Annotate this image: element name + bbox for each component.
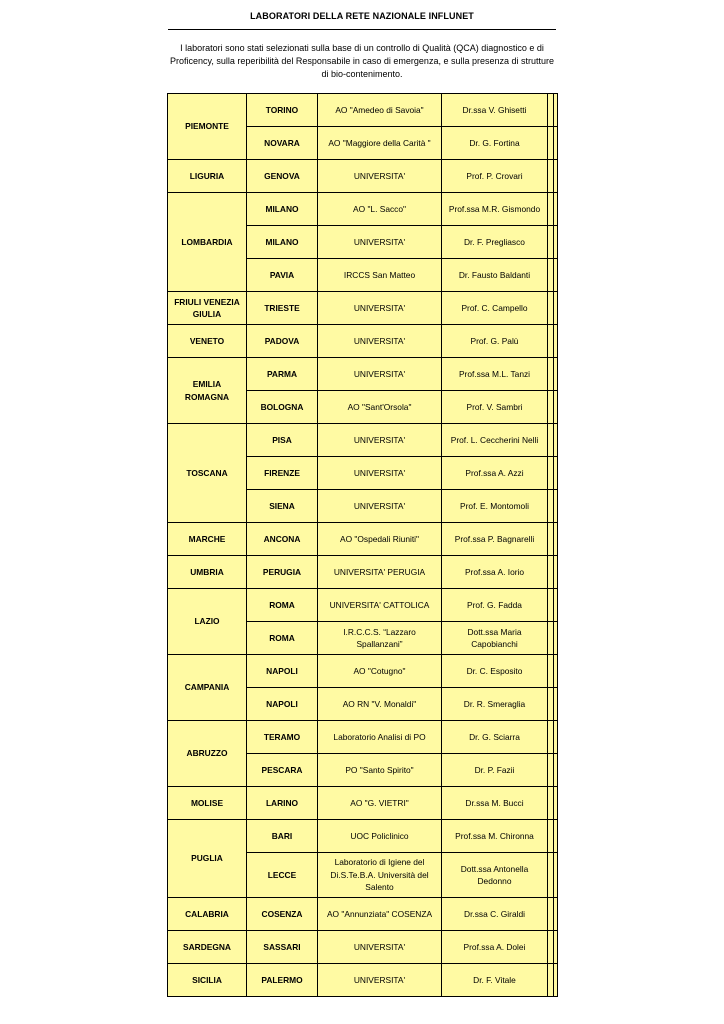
city-cell: ROMA — [247, 589, 318, 622]
empty-column-cell — [548, 292, 558, 325]
table-row — [168, 820, 558, 853]
institution-cell: UNIVERSITA' — [318, 457, 442, 490]
empty-column-cell — [548, 556, 558, 589]
inner-border — [553, 589, 558, 621]
head-cell: Dott.ssa Antonella Dedonno — [442, 853, 548, 898]
institution-cell: UNIVERSITA' — [318, 490, 442, 523]
head-cell: Dr.ssa M. Bucci — [442, 787, 548, 820]
region-cell: CALABRIA — [168, 898, 247, 931]
institution-cell: I.R.C.C.S. “Lazzaro Spallanzani” — [318, 622, 442, 655]
empty-column-cell — [548, 457, 558, 490]
institution-cell: Laboratorio di Igiene del Di.S.Te.B.A. Università del Salento — [318, 853, 442, 898]
inner-border — [553, 655, 558, 687]
institution-cell: AO "G. VIETRI" — [318, 787, 442, 820]
empty-column-cell — [548, 226, 558, 259]
empty-column-cell — [548, 94, 558, 127]
empty-column-cell — [548, 127, 558, 160]
institution-cell: IRCCS San Matteo — [318, 259, 442, 292]
inner-border — [553, 820, 558, 852]
institution-cell: AO "Sant'Orsola" — [318, 391, 442, 424]
city-cell: SIENA — [247, 490, 318, 523]
inner-border — [553, 160, 558, 192]
region-cell: UMBRIA — [168, 556, 247, 589]
institution-cell: UNIVERSITA' — [318, 931, 442, 964]
inner-border — [553, 931, 558, 963]
laboratories-table — [167, 93, 558, 997]
city-cell: BARI — [247, 820, 318, 853]
head-cell: Dr. G. Fortina — [442, 127, 548, 160]
institution-cell: UNIVERSITA' — [318, 226, 442, 259]
head-cell: Dott.ssa Maria Capobianchi — [442, 622, 548, 655]
head-cell: Prof. E. Montomoli — [442, 490, 548, 523]
head-cell: Prof. C. Campello — [442, 292, 548, 325]
city-cell: ROMA — [247, 622, 318, 655]
city-cell: BOLOGNA — [247, 391, 318, 424]
empty-column-cell — [548, 853, 558, 898]
empty-column-cell — [548, 160, 558, 193]
region-cell: FRIULI VENEZIA GIULIA — [168, 292, 247, 325]
institution-cell: AO "L. Sacco" — [318, 193, 442, 226]
city-cell: SASSARI — [247, 931, 318, 964]
empty-column-cell — [548, 931, 558, 964]
head-cell: Dr. R. Smeraglia — [442, 688, 548, 721]
inner-border — [553, 457, 558, 489]
table-row — [168, 523, 558, 556]
inner-border — [553, 754, 558, 786]
head-cell: Prof.ssa A. Azzi — [442, 457, 548, 490]
table-row — [168, 292, 558, 325]
region-cell: SICILIA — [168, 964, 247, 997]
empty-column-cell — [548, 820, 558, 853]
city-cell: PAVIA — [247, 259, 318, 292]
inner-border — [553, 853, 558, 897]
inner-border — [553, 127, 558, 159]
region-cell: SARDEGNA — [168, 931, 247, 964]
head-cell: Dr. G. Sciarra — [442, 721, 548, 754]
city-cell: PALERMO — [247, 964, 318, 997]
region-cell: LIGURIA — [168, 160, 247, 193]
inner-border — [553, 391, 558, 423]
institution-cell: UNIVERSITA' — [318, 160, 442, 193]
institution-cell: UNIVERSITA' PERUGIA — [318, 556, 442, 589]
empty-column-cell — [548, 754, 558, 787]
region-cell: ABRUZZO — [168, 721, 247, 787]
head-cell: Dr.ssa V. Ghisetti — [442, 94, 548, 127]
institution-cell: AO "Cotugno" — [318, 655, 442, 688]
table-row — [168, 358, 558, 391]
table-row — [168, 325, 558, 358]
institution-cell: AO "Amedeo di Savoia" — [318, 94, 442, 127]
empty-column-cell — [548, 259, 558, 292]
empty-column-cell — [548, 523, 558, 556]
table-row — [168, 160, 558, 193]
head-cell: Dr. F. Vitale — [442, 964, 548, 997]
inner-border — [553, 523, 558, 555]
city-cell: TORINO — [247, 94, 318, 127]
table-row — [168, 424, 558, 457]
table-row — [168, 964, 558, 997]
table-row — [168, 193, 558, 226]
institution-cell: UNIVERSITA' — [318, 964, 442, 997]
city-cell: LARINO — [247, 787, 318, 820]
region-cell: VENETO — [168, 325, 247, 358]
head-cell: Dr. C. Esposito — [442, 655, 548, 688]
city-cell: NAPOLI — [247, 655, 318, 688]
inner-border — [553, 325, 558, 357]
empty-column-cell — [548, 589, 558, 622]
inner-border — [553, 787, 558, 819]
city-cell: PISA — [247, 424, 318, 457]
region-cell: CAMPANIA — [168, 655, 247, 721]
head-cell: Prof.ssa M. Chironna — [442, 820, 548, 853]
empty-column-cell — [548, 898, 558, 931]
table-row — [168, 556, 558, 589]
inner-border — [553, 490, 558, 522]
city-cell: PARMA — [247, 358, 318, 391]
empty-column-cell — [548, 424, 558, 457]
empty-column-cell — [548, 193, 558, 226]
region-cell: EMILIA ROMAGNA — [168, 358, 247, 424]
head-cell: Dr.ssa C. Giraldi — [442, 898, 548, 931]
institution-cell: UNIVERSITA' — [318, 292, 442, 325]
head-cell: Prof. G. Palù — [442, 325, 548, 358]
inner-border — [553, 226, 558, 258]
region-cell: LAZIO — [168, 589, 247, 655]
region-cell: MOLISE — [168, 787, 247, 820]
table-row — [168, 787, 558, 820]
table-row — [168, 589, 558, 622]
institution-cell: UOC Policlinico — [318, 820, 442, 853]
table-row — [168, 898, 558, 931]
empty-column-cell — [548, 490, 558, 523]
empty-column-cell — [548, 391, 558, 424]
inner-border — [553, 964, 558, 996]
inner-border — [553, 259, 558, 291]
institution-cell: UNIVERSITA' — [318, 424, 442, 457]
region-cell: PUGLIA — [168, 820, 247, 898]
empty-column-cell — [548, 721, 558, 754]
region-cell: PIEMONTE — [168, 94, 247, 160]
inner-border — [553, 556, 558, 588]
head-cell: Prof. L. Ceccherini Nelli — [442, 424, 548, 457]
head-cell: Prof. P. Crovari — [442, 160, 548, 193]
table-row — [168, 655, 558, 688]
head-cell: Dr. P. Fazii — [442, 754, 548, 787]
empty-column-cell — [548, 688, 558, 721]
empty-column-cell — [548, 358, 558, 391]
inner-border — [553, 622, 558, 654]
institution-cell: AO "Ospedali Riuniti" — [318, 523, 442, 556]
empty-column-cell — [548, 325, 558, 358]
city-cell: TERAMO — [247, 721, 318, 754]
inner-border — [553, 424, 558, 456]
head-cell: Prof. G. Fadda — [442, 589, 548, 622]
head-cell: Dr. Fausto Baldanti — [442, 259, 548, 292]
institution-cell: AO "Annunziata" COSENZA — [318, 898, 442, 931]
city-cell: COSENZA — [247, 898, 318, 931]
inner-border — [553, 358, 558, 390]
table-row — [168, 94, 558, 127]
head-cell: Prof.ssa M.R. Gismondo — [442, 193, 548, 226]
city-cell: PERUGIA — [247, 556, 318, 589]
title-divider — [168, 29, 556, 30]
inner-border — [553, 94, 558, 126]
head-cell: Prof. V. Sambri — [442, 391, 548, 424]
region-cell: TOSCANA — [168, 424, 247, 523]
empty-column-cell — [548, 622, 558, 655]
empty-column-cell — [548, 787, 558, 820]
head-cell: Prof.ssa A. Iorio — [442, 556, 548, 589]
intro-paragraph: I laboratori sono stati selezionati sulla base di un controllo di Qualità (QCA) diagnostico e di Proficency, sulla reperibilità del Responsabile in caso di emergenza, e sulla presenza di strutture di bio-contenimento. — [169, 43, 555, 79]
city-cell: FIRENZE — [247, 457, 318, 490]
head-cell: Prof.ssa P. Bagnarelli — [442, 523, 548, 556]
region-cell: MARCHE — [168, 523, 247, 556]
city-cell: TRIESTE — [247, 292, 318, 325]
inner-border — [553, 688, 558, 720]
institution-cell: UNIVERSITA' — [318, 358, 442, 391]
empty-column-cell — [548, 964, 558, 997]
city-cell: NAPOLI — [247, 688, 318, 721]
institution-cell: Laboratorio Analisi di PO — [318, 721, 442, 754]
institution-cell: AO RN "V. Monaldi" — [318, 688, 442, 721]
city-cell: PADOVA — [247, 325, 318, 358]
city-cell: GENOVA — [247, 160, 318, 193]
city-cell: MILANO — [247, 226, 318, 259]
city-cell: NOVARA — [247, 127, 318, 160]
head-cell: Dr. F. Pregliasco — [442, 226, 548, 259]
region-cell: LOMBARDIA — [168, 193, 247, 292]
inner-border — [553, 193, 558, 225]
institution-cell: PO "Santo Spirito" — [318, 754, 442, 787]
inner-border — [553, 721, 558, 753]
institution-cell: AO "Maggiore della Carità " — [318, 127, 442, 160]
city-cell: MILANO — [247, 193, 318, 226]
table-row — [168, 931, 558, 964]
empty-column-cell — [548, 655, 558, 688]
institution-cell: UNIVERSITA' — [318, 325, 442, 358]
document-title: LABORATORI DELLA RETE NAZIONALE INFLUNET — [250, 11, 474, 21]
city-cell: PESCARA — [247, 754, 318, 787]
institution-cell: UNIVERSITA' CATTOLICA — [318, 589, 442, 622]
table-row — [168, 721, 558, 754]
inner-border — [553, 898, 558, 930]
city-cell: LECCE — [247, 853, 318, 898]
inner-border — [553, 292, 558, 324]
head-cell: Prof.ssa A. Dolei — [442, 931, 548, 964]
city-cell: ANCONA — [247, 523, 318, 556]
head-cell: Prof.ssa M.L. Tanzi — [442, 358, 548, 391]
